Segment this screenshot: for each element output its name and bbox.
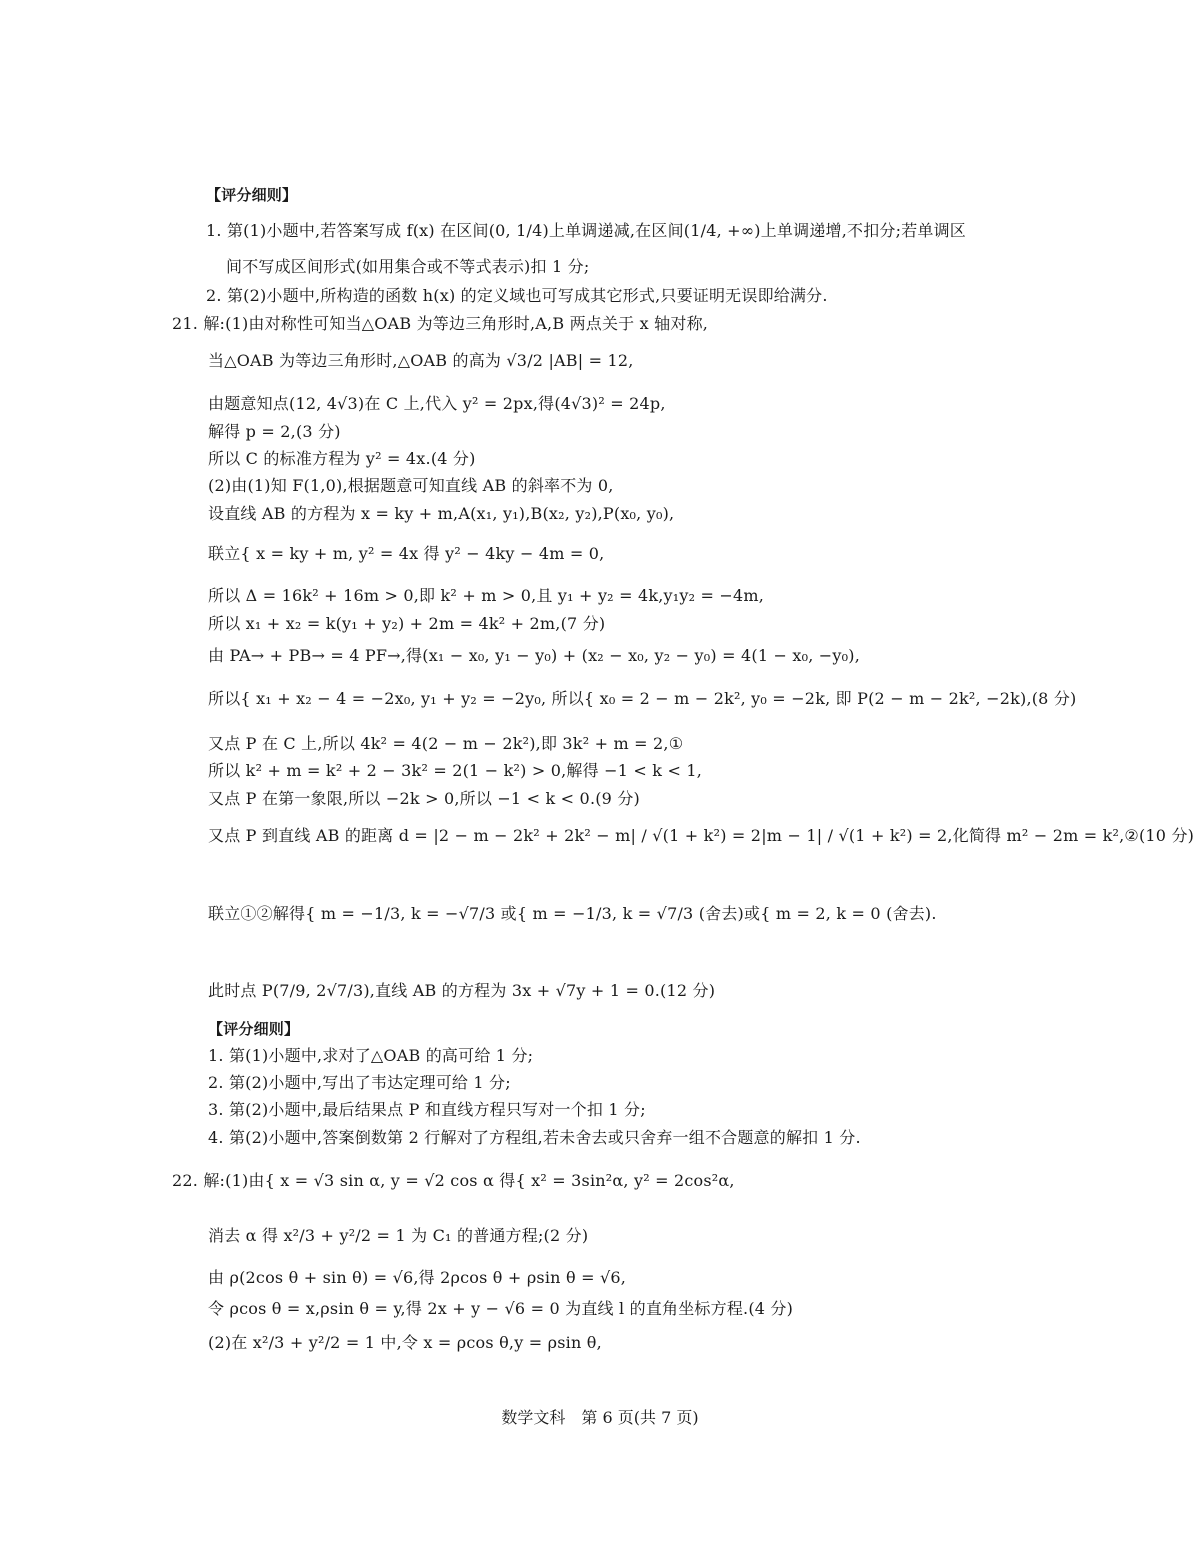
text-line: 2. 第(2)小题中,所构造的函数 h(x) 的定义域也可写成其它形式,只要证明无误即给满分.	[206, 286, 828, 305]
problem-22-start: 22. 解:(1)由{ x = √3 sin α, y = √2 cos α 得{ x² = 3sin²α, y² = 2cos²α,	[172, 1171, 735, 1190]
text-line: 又点 P 到直线 AB 的距离 d = |2 − m − 2k² + 2k² − m| / √(1 + k²) = 2|m − 1| / √(1 + k²) = 2,化简得 m² − 2m = k²,②(10 分)	[208, 826, 1195, 845]
text-line: 又点 P 在 C 上,所以 4k² = 4(2 − m − 2k²),即 3k² + m = 2,①	[208, 734, 684, 753]
problem-21-start: 21. 解:(1)由对称性可知当△OAB 为等边三角形时,A,B 两点关于 x 轴对称,	[172, 314, 709, 333]
text-line: (2)在 x²/3 + y²/2 = 1 中,令 x = ρcos θ,y = ρsin θ,	[208, 1333, 602, 1352]
text-line: 所以 k² + m = k² + 2 − 3k² = 2(1 − k²) > 0,解得 −1 < k < 1,	[208, 761, 702, 780]
text-line: 1. 第(1)小题中,若答案写成 f(x) 在区间(0, 1/4)上单调递减,在区间(1/4, +∞)上单调递增,不扣分;若单调区	[206, 221, 966, 240]
text-line: 所以 C 的标准方程为 y² = 4x.(4 分)	[208, 449, 476, 468]
text-line: 1. 第(1)小题中,求对了△OAB 的高可给 1 分;	[208, 1046, 534, 1065]
text-line: 此时点 P(7/9, 2√7/3),直线 AB 的方程为 3x + √7y + 1 = 0.(12 分)	[208, 981, 716, 1000]
text-line: 由题意知点(12, 4√3)在 C 上,代入 y² = 2px,得(4√3)² = 24p,	[208, 394, 666, 413]
text-line: 设直线 AB 的方程为 x = ky + m,A(x₁, y₁),B(x₂, y₂),P(x₀, y₀),	[208, 504, 675, 523]
text-line: 4. 第(2)小题中,答案倒数第 2 行解对了方程组,若未舍去或只舍弃一组不合题意的解扣 1 分.	[208, 1128, 861, 1147]
text-line: 所以{ x₁ + x₂ − 4 = −2x₀, y₁ + y₂ = −2y₀, 所以{ x₀ = 2 − m − 2k², y₀ = −2k, 即 P(2 − m − 2k², −2k),(8 分)	[208, 689, 1077, 708]
scoring-heading-2: 【评分细则】	[208, 1020, 300, 1038]
text-line: 联立①②解得{ m = −1/3, k = −√7/3 或{ m = −1/3, k = √7/3 (舍去)或{ m = 2, k = 0 (舍去).	[208, 904, 937, 923]
scoring-heading-1: 【评分细则】	[206, 186, 298, 204]
text-line: 解得 p = 2,(3 分)	[208, 422, 341, 441]
text-line: (2)由(1)知 F(1,0),根据题意可知直线 AB 的斜率不为 0,	[208, 476, 614, 495]
text-line: 3. 第(2)小题中,最后结果点 P 和直线方程只写对一个扣 1 分;	[208, 1100, 646, 1119]
text-line: 所以 x₁ + x₂ = k(y₁ + y₂) + 2m = 4k² + 2m,(7 分)	[208, 614, 606, 633]
page-footer: 数学文科 第 6 页(共 7 页)	[501, 1408, 699, 1427]
text-line: 2. 第(2)小题中,写出了韦达定理可给 1 分;	[208, 1073, 511, 1092]
text-line: 由 PA→ + PB→ = 4 PF→,得(x₁ − x₀, y₁ − y₀) + (x₂ − x₀, y₂ − y₀) = 4(1 − x₀, −y₀),	[208, 646, 860, 665]
text-line: 联立{ x = ky + m, y² = 4x 得 y² − 4ky − 4m = 0,	[208, 544, 605, 563]
text-line: 所以 Δ = 16k² + 16m > 0,即 k² + m > 0,且 y₁ + y₂ = 4k,y₁y₂ = −4m,	[208, 586, 765, 605]
text-line: 由 ρ(2cos θ + sin θ) = √6,得 2ρcos θ + ρsin θ = √6,	[208, 1268, 627, 1287]
text-line: 又点 P 在第一象限,所以 −2k > 0,所以 −1 < k < 0.(9 分)	[208, 789, 640, 808]
text-line: 消去 α 得 x²/3 + y²/2 = 1 为 C₁ 的普通方程;(2 分)	[208, 1226, 589, 1245]
text-line: 间不写成区间形式(如用集合或不等式表示)扣 1 分;	[226, 257, 590, 276]
text-line: 当△OAB 为等边三角形时,△OAB 的高为 √3/2 |AB| = 12,	[208, 351, 634, 370]
text-line: 令 ρcos θ = x,ρsin θ = y,得 2x + y − √6 = 0 为直线 l 的直角坐标方程.(4 分)	[208, 1299, 794, 1318]
